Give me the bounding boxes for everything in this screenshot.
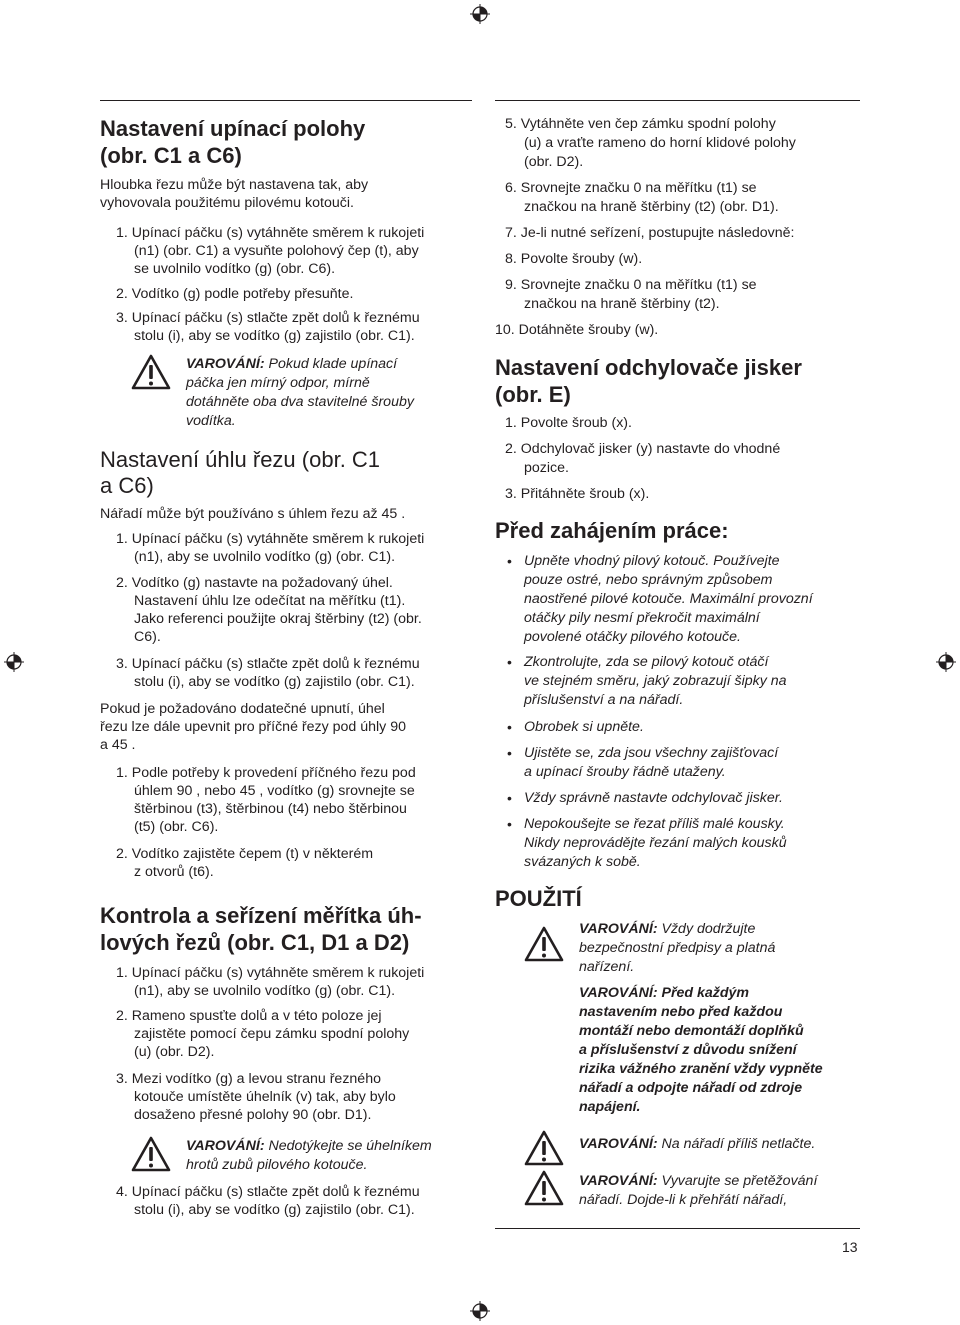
warning-text: bezpečnostní předpisy a platná [579, 940, 776, 956]
bullet-text: příslušenství a na nářadí. [524, 692, 684, 708]
section-title: Kontrola a seřízení měřítka úh- [100, 903, 422, 928]
bullet: • [507, 719, 512, 735]
list-item: stolu (i), aby se vodítko (g) zajistilo (obr. C1). [134, 674, 415, 690]
registration-mark-icon [470, 1301, 490, 1321]
warning-text: VAROVÁNÍ: Vždy dodržujte [579, 921, 756, 937]
list-item: 10. Dotáhněte šrouby (w). [495, 322, 659, 338]
bullet-text: otáčky pily nesmí překročit maximální [524, 610, 760, 626]
list-item: značkou na hraně štěrbiny (t2). [524, 296, 720, 312]
bullet-text: Nepokoušejte se řezat příliš malé kousky. [524, 816, 785, 832]
bullet-text: naostřené pilové kotouče. Maximální provozní [524, 591, 813, 607]
section-title: Nastavení odchylovače jisker [495, 355, 802, 380]
bullet-text: Obrobek si upněte. [524, 719, 644, 735]
warning-text: VAROVÁNÍ: Na nářadí příliš netlačte. [579, 1136, 816, 1152]
list-item: pozice. [524, 460, 569, 476]
warning-icon [524, 926, 564, 962]
bullet-text: a upínací šrouby řádně utaženy. [524, 764, 726, 780]
list-item: 2. Rameno spusťte dolů a v této poloze jej [116, 1008, 382, 1024]
list-item: kotouče umístěte úhelník (v) tak, aby bylo [134, 1089, 396, 1105]
warning-text: nařízení. [579, 959, 635, 975]
bullet-text: Zkontrolujte, zda se pilový kotouč otáčí [524, 654, 769, 670]
list-item: (n1), aby se uvolnilo vodítko (g) (obr. C1). [134, 983, 396, 999]
list-item: se uvolnilo vodítko (g) (obr. C6). [134, 261, 336, 277]
list-item: z otvorů (t6). [134, 864, 214, 880]
bullet-text: svázaných k sobě. [524, 854, 641, 870]
warning-text: vodítka. [186, 413, 236, 429]
section-title: a C6) [100, 473, 154, 498]
list-item: 1. Upínací páčku (s) vytáhněte směrem k rukojeti [116, 965, 425, 981]
list-item: 3. Upínací páčku (s) stlačte zpět dolů k řeznému [116, 310, 420, 326]
paragraph: Pokud je požadováno dodatečné upnutí, úhel [100, 701, 385, 717]
warning-text: a příslušenství z důvodu snížení [579, 1042, 797, 1058]
list-item: 3. Mezi vodítko (g) a levou stranu řezného [116, 1071, 381, 1087]
section-title: (obr. E) [495, 382, 571, 407]
paragraph: Nářadí může být používáno s úhlem řezu až 45 . [100, 506, 406, 522]
list-item: Jako referenci použijte okraj štěrbiny (t2) (obr. [134, 611, 422, 627]
warning-text: napájení. [579, 1099, 641, 1115]
paragraph: a 45 . [100, 737, 136, 753]
warning-text: VAROVÁNÍ: Vyvarujte se přetěžování [579, 1173, 818, 1189]
list-item: 2. Vodítko (g) nastavte na požadovaný úhel. [116, 575, 393, 591]
bullet-text: Upněte vhodný pilový kotouč. Používejte [524, 553, 780, 569]
list-item: značkou na hraně štěrbiny (t2) (obr. D1). [524, 199, 779, 215]
warning-text: hrotů zubů pilového kotouče. [186, 1157, 368, 1173]
list-item: C6). [134, 629, 161, 645]
list-item: 7. Je-li nutné seřízení, postupujte následovně: [505, 225, 795, 241]
section-title: lových řezů (obr. C1, D1 a D2) [100, 930, 410, 955]
section-title: POUŽITÍ [495, 886, 582, 911]
list-item: dosaženo přesné polohy 90 (obr. D1). [134, 1107, 372, 1123]
bullet-text: povolené otáčky pilového kotouče. [524, 629, 741, 645]
list-item: (t5) (obr. C6). [134, 819, 219, 835]
warning-text: VAROVÁNÍ: Pokud klade upínací [186, 356, 398, 372]
warning-icon [131, 354, 171, 390]
list-item: (u) (obr. D2). [134, 1044, 215, 1060]
section-title: Před zahájením práce: [495, 518, 729, 543]
paragraph: Hloubka řezu může být nastavena tak, aby [100, 177, 369, 193]
bullet-text: Nikdy neprovádějte řezání malých kousků [524, 835, 787, 851]
list-item: štěrbinou (t3), štěrbinou (t4) nebo štěrbinou [134, 801, 407, 817]
list-item: 1. Upínací páčku (s) vytáhněte směrem k rukojeti [116, 225, 425, 241]
paragraph: řezu lze dále upevnit pro příčné řezy pod úhly 90 [100, 719, 407, 735]
list-item: 9. Srovnejte značku 0 na měřítku (t1) se [505, 277, 757, 293]
list-item: 1. Povolte šroub (x). [505, 415, 632, 431]
list-item: 1. Podle potřeby k provedení příčného řezu pod [116, 765, 416, 781]
list-item: úhlem 90 , nebo 45 , vodítko (g) srovnejte se [134, 783, 415, 799]
header-rule [495, 100, 860, 101]
warning-text: páčka jen mírný odpor, mírně [186, 375, 370, 391]
list-item: (n1) (obr. C1) a vysuňte polohový čep (t), aby [134, 243, 419, 259]
bullet: • [507, 816, 512, 832]
list-item: stolu (i), aby se vodítko (g) zajistilo (obr. C1). [134, 1202, 415, 1218]
list-item: 1. Upínací páčku (s) vytáhněte směrem k rukojeti [116, 531, 425, 547]
list-item: Nastavení úhlu lze odečítat na měřítku (t1). [134, 593, 406, 609]
warning-text: rizika vážného zranění vždy vypněte [579, 1061, 823, 1077]
warning-text: nářadí. Dojde-li k přehřátí nářadí, [579, 1192, 788, 1208]
bullet: • [507, 745, 512, 761]
list-item: 8. Povolte šrouby (w). [505, 251, 643, 267]
warning-text: nářadí a odpojte nářadí od zdroje [579, 1080, 803, 1096]
footer-rule [495, 1228, 860, 1229]
bullet: • [507, 553, 512, 569]
warning-icon [131, 1136, 171, 1172]
bullet-text: ve stejném směru, jaký zobrazují šipky na [524, 673, 787, 689]
section-title: Nastavení úhlu řezu (obr. C1 [100, 447, 381, 472]
list-item: 2. Odchylovač jisker (y) nastavte do vhodné [505, 441, 781, 457]
bullet: • [507, 654, 512, 670]
registration-mark-icon [4, 652, 24, 672]
warning-text: nastavením nebo před každou [579, 1004, 783, 1020]
warning-text: montáží nebo demontáží doplňků [579, 1023, 804, 1039]
bullet-text: pouze ostré, nebo správným způsobem [524, 572, 773, 588]
bullet: • [507, 790, 512, 806]
paragraph: vyhovovala použitému pilovému kotouči. [100, 195, 354, 211]
warning-text: dotáhněte oba dva stavitelné šrouby [186, 394, 414, 410]
warning-text: VAROVÁNÍ: Nedotýkejte se úhelníkem [186, 1138, 432, 1154]
list-item: (n1), aby se uvolnilo vodítko (g) (obr. C1). [134, 549, 396, 565]
warning-text: VAROVÁNÍ: Před každým [579, 985, 750, 1001]
list-item: 2. Vodítko (g) podle potřeby přesuňte. [116, 286, 354, 302]
warning-icon [524, 1130, 564, 1166]
list-item: 2. Vodítko zajistěte čepem (t) v některém [116, 846, 374, 862]
section-title: Nastavení upínací polohy [100, 116, 366, 141]
warning-icon [524, 1170, 564, 1206]
page-number: 13 [842, 1239, 858, 1255]
section-title: (obr. C1 a C6) [100, 143, 242, 168]
registration-mark-icon [936, 652, 956, 672]
list-item: zajistěte pomocí čepu zámku spodní polohy [134, 1026, 410, 1042]
bullet-text: Ujistěte se, zda jsou všechny zajišťovací [524, 745, 779, 761]
bullet-text: Vždy správně nastavte odchylovač jisker. [524, 790, 783, 806]
list-item: (obr. D2). [524, 154, 584, 170]
list-item: 4. Upínací páčku (s) stlačte zpět dolů k řeznému [116, 1184, 420, 1200]
registration-mark-icon [470, 4, 490, 24]
list-item: stolu (i), aby se vodítko (g) zajistilo (obr. C1). [134, 328, 415, 344]
header-rule [100, 100, 472, 101]
list-item: 6. Srovnejte značku 0 na měřítku (t1) se [505, 180, 757, 196]
list-item: 3. Přitáhněte šroub (x). [505, 486, 650, 502]
list-item: (u) a vraťte rameno do horní klidové polohy [524, 135, 796, 151]
list-item: 5. Vytáhněte ven čep zámku spodní polohy [505, 116, 776, 132]
list-item: 3. Upínací páčku (s) stlačte zpět dolů k řeznému [116, 656, 420, 672]
